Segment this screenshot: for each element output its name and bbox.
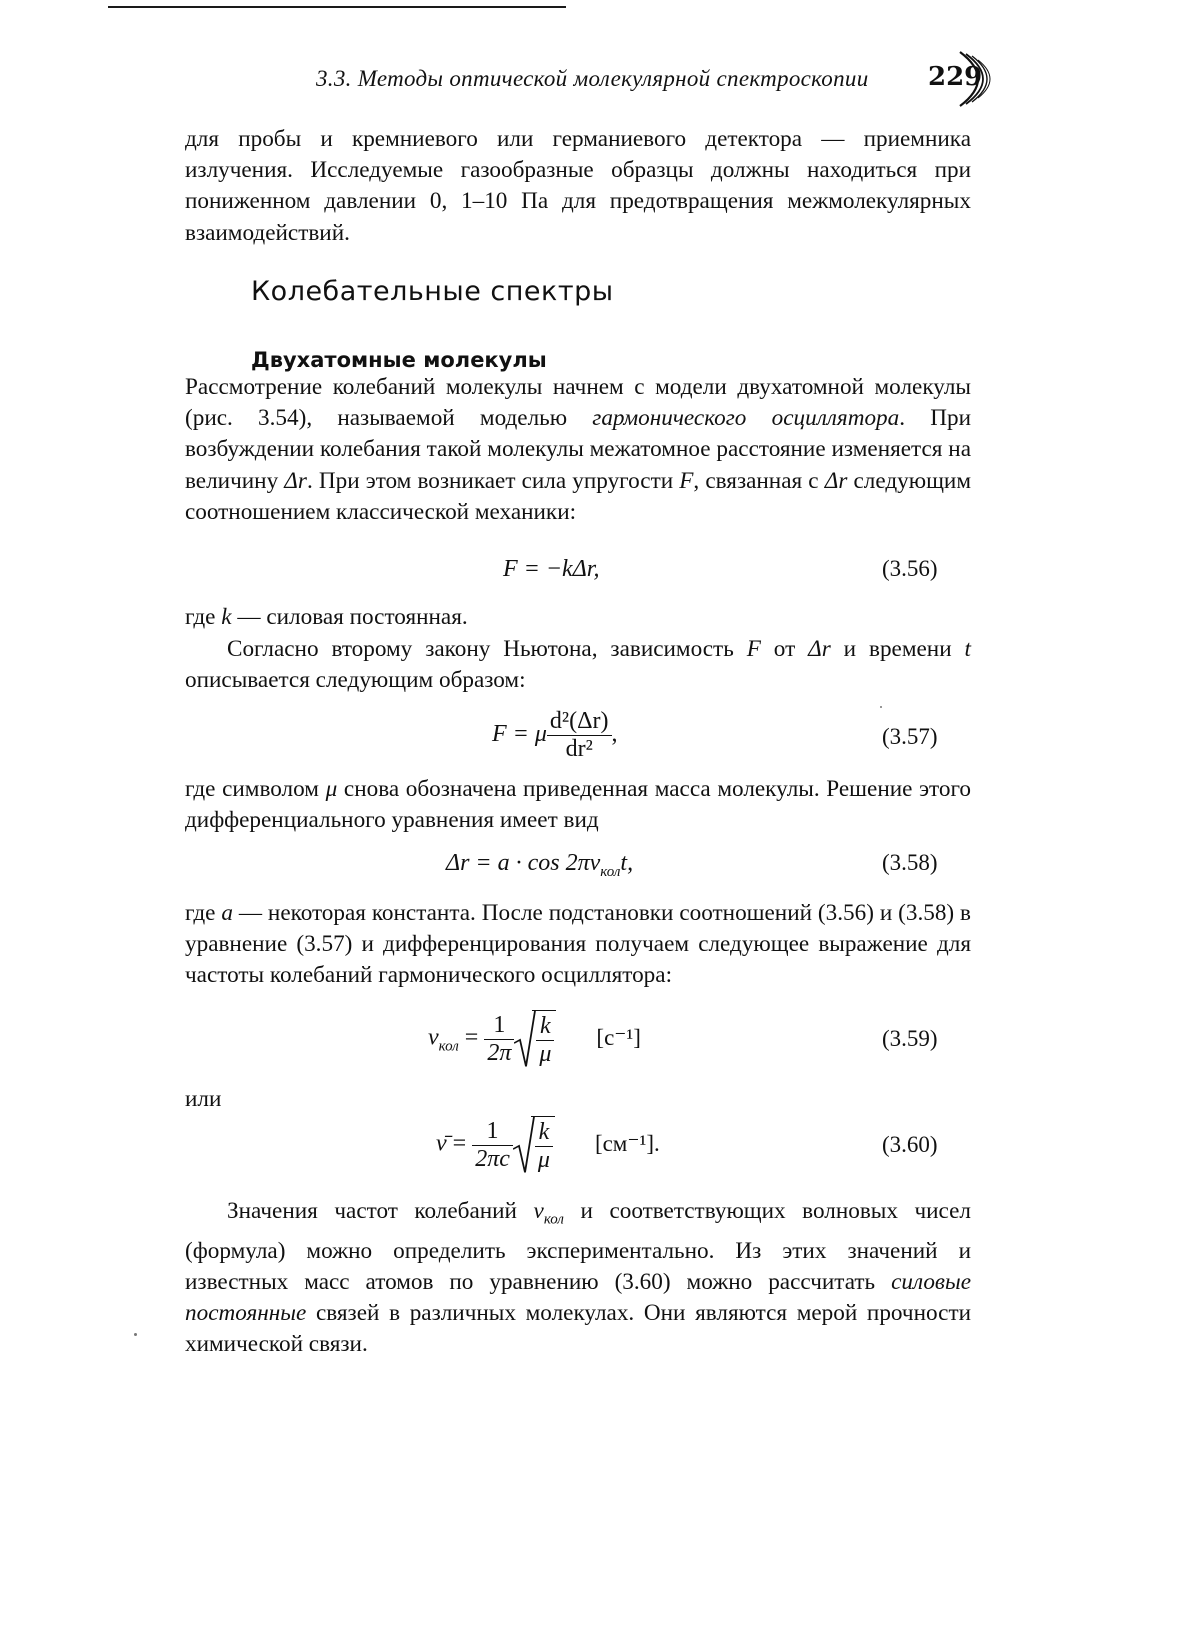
running-head: 3.3. Методы оптической молекулярной спектроскопии <box>316 66 869 91</box>
equation-number-3-56: (3.56) <box>882 556 938 581</box>
radical-sign-icon <box>514 1010 536 1068</box>
paragraph-newton-law: Согласно второму закону Ньютона, зависимость F от Δr и времени t описывается следующим образом: <box>185 636 971 694</box>
top-rule <box>108 6 566 8</box>
fraction-1-over-2pic: $\frac{1}{2\pi c}$ <box>472 1118 513 1173</box>
equation-number-3-59: (3.59) <box>882 1026 938 1051</box>
square-root: $\frac{k}{\mu}$ <box>513 1116 555 1174</box>
section-title: Колебательные спектры <box>251 276 614 307</box>
fraction-1-over-2pi: $\frac{1}{2\pi}$ <box>484 1012 514 1067</box>
paragraph-oscillator-model: Рассмотрение колебаний молекулы начнем с модели двухатомной молекулы (рис. 3.54), называемой моделью гармонического осциллятора. При возбуждении колебания такой молекулы межатомное расстояние изменяется на величину Δr. При этом возникает сила упругости F, связанная с Δr следующим соотношением классической механики: <box>185 374 972 525</box>
square-root: $\frac{k}{\mu}$ <box>514 1010 556 1068</box>
or-word: или <box>185 1086 222 1112</box>
equation-3-58: $\Delta r = a \cdot \cos 2\pi\nu_{кол}t$, <box>446 850 634 880</box>
equation-3-59: $\nu_{кол}$ = $\frac{1}{2\pi}$ $\frac{k}{\mu}$ [c⁻¹] <box>428 1011 641 1067</box>
equation-number-3-60: (3.60) <box>882 1132 938 1157</box>
paragraph-substitution: где a — некоторая константа. После подстановки соотношений (3.56) и (3.58) в уравнение (3.57) и дифференцирования получаем следующее выражение для частоты колебаний гармонического осциллятора: <box>185 900 971 989</box>
paragraph-reduced-mass: где символом μ снова обозначена приведенная масса молекулы. Решение этого дифференциального уравнения имеет вид <box>185 776 971 834</box>
page-number-ornament-icon <box>956 48 1004 110</box>
equation-3-56: F = −kΔr, <box>503 556 600 582</box>
equation-number-3-57: (3.57) <box>882 724 938 749</box>
radical-sign-icon <box>513 1116 535 1174</box>
equation-3-60: ν̄ = $\frac{1}{2\pi c}$ $\frac{k}{\mu}$ [см⁻¹]. <box>436 1117 660 1173</box>
subsection-title: Двухатомные молекулы <box>251 348 547 372</box>
page-number: 229 <box>928 62 983 92</box>
scan-speck <box>880 706 882 708</box>
paragraph-force-constants: Значения частот колебаний $\nu_{кол}$ и соответствующих волновых чисел (формула) можно определить экспериментально. Из этих значений и известных масс атомов по уравнению (3.60) можно рассчитать силовые постоянные связей в различных молекулах. Они являются мерой прочности химической связи. <box>185 1198 971 1358</box>
fraction-d2r-dt2: $\frac{\text{d²(Δr)}}{\text{dr²}}$ <box>547 708 612 763</box>
scan-speck <box>134 1333 137 1336</box>
paragraph-force-constant: где k — силовая постоянная. <box>185 604 468 630</box>
equation-number-3-58: (3.58) <box>882 850 938 875</box>
equation-3-57: F = μ $\frac{\text{d²(Δr)}}{\text{dr²}}$ , <box>492 708 618 762</box>
paragraph-intro: для пробы и кремниевого или германиевого детектора — приемника излучения. Исследуемые газообразные образцы должны находиться при пониженном давлении 0, 1–10 Па для предотвращения межмолекулярных взаимодействий. <box>185 126 971 246</box>
